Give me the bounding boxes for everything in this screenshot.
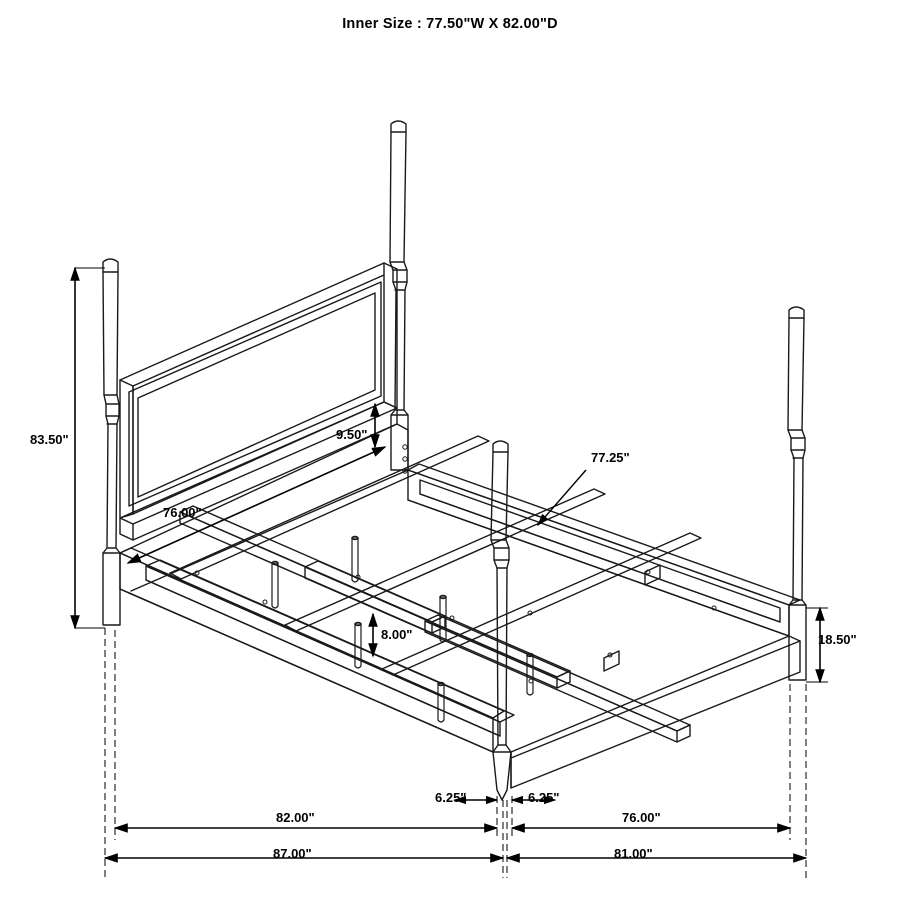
dimension-label-left-span-outer: 87.00" (273, 846, 312, 861)
dimension-label-right-span-outer: 81.00" (614, 846, 653, 861)
dimension-label-slat-height: 8.00" (381, 627, 413, 642)
dimension-label-overall-height: 83.50" (30, 432, 69, 447)
dimension-label-left-span-inner: 82.00" (276, 810, 315, 825)
dimension-label-headboard-width: 76.00" (163, 505, 202, 520)
dimension-label-post-width-right: 6.25" (528, 790, 560, 805)
dimension-label-headboard-to-rail: 9.50" (336, 427, 368, 442)
dimension-label-footboard-post-height: 18.50" (818, 632, 857, 647)
page-title: Inner Size : 77.50"W X 82.00"D (342, 16, 558, 32)
dimension-label-side-rail-length: 77.25" (591, 450, 630, 465)
dimension-label-post-width-left: 6.25" (435, 790, 467, 805)
dimension-label-right-span-inner: 76.00" (622, 810, 661, 825)
